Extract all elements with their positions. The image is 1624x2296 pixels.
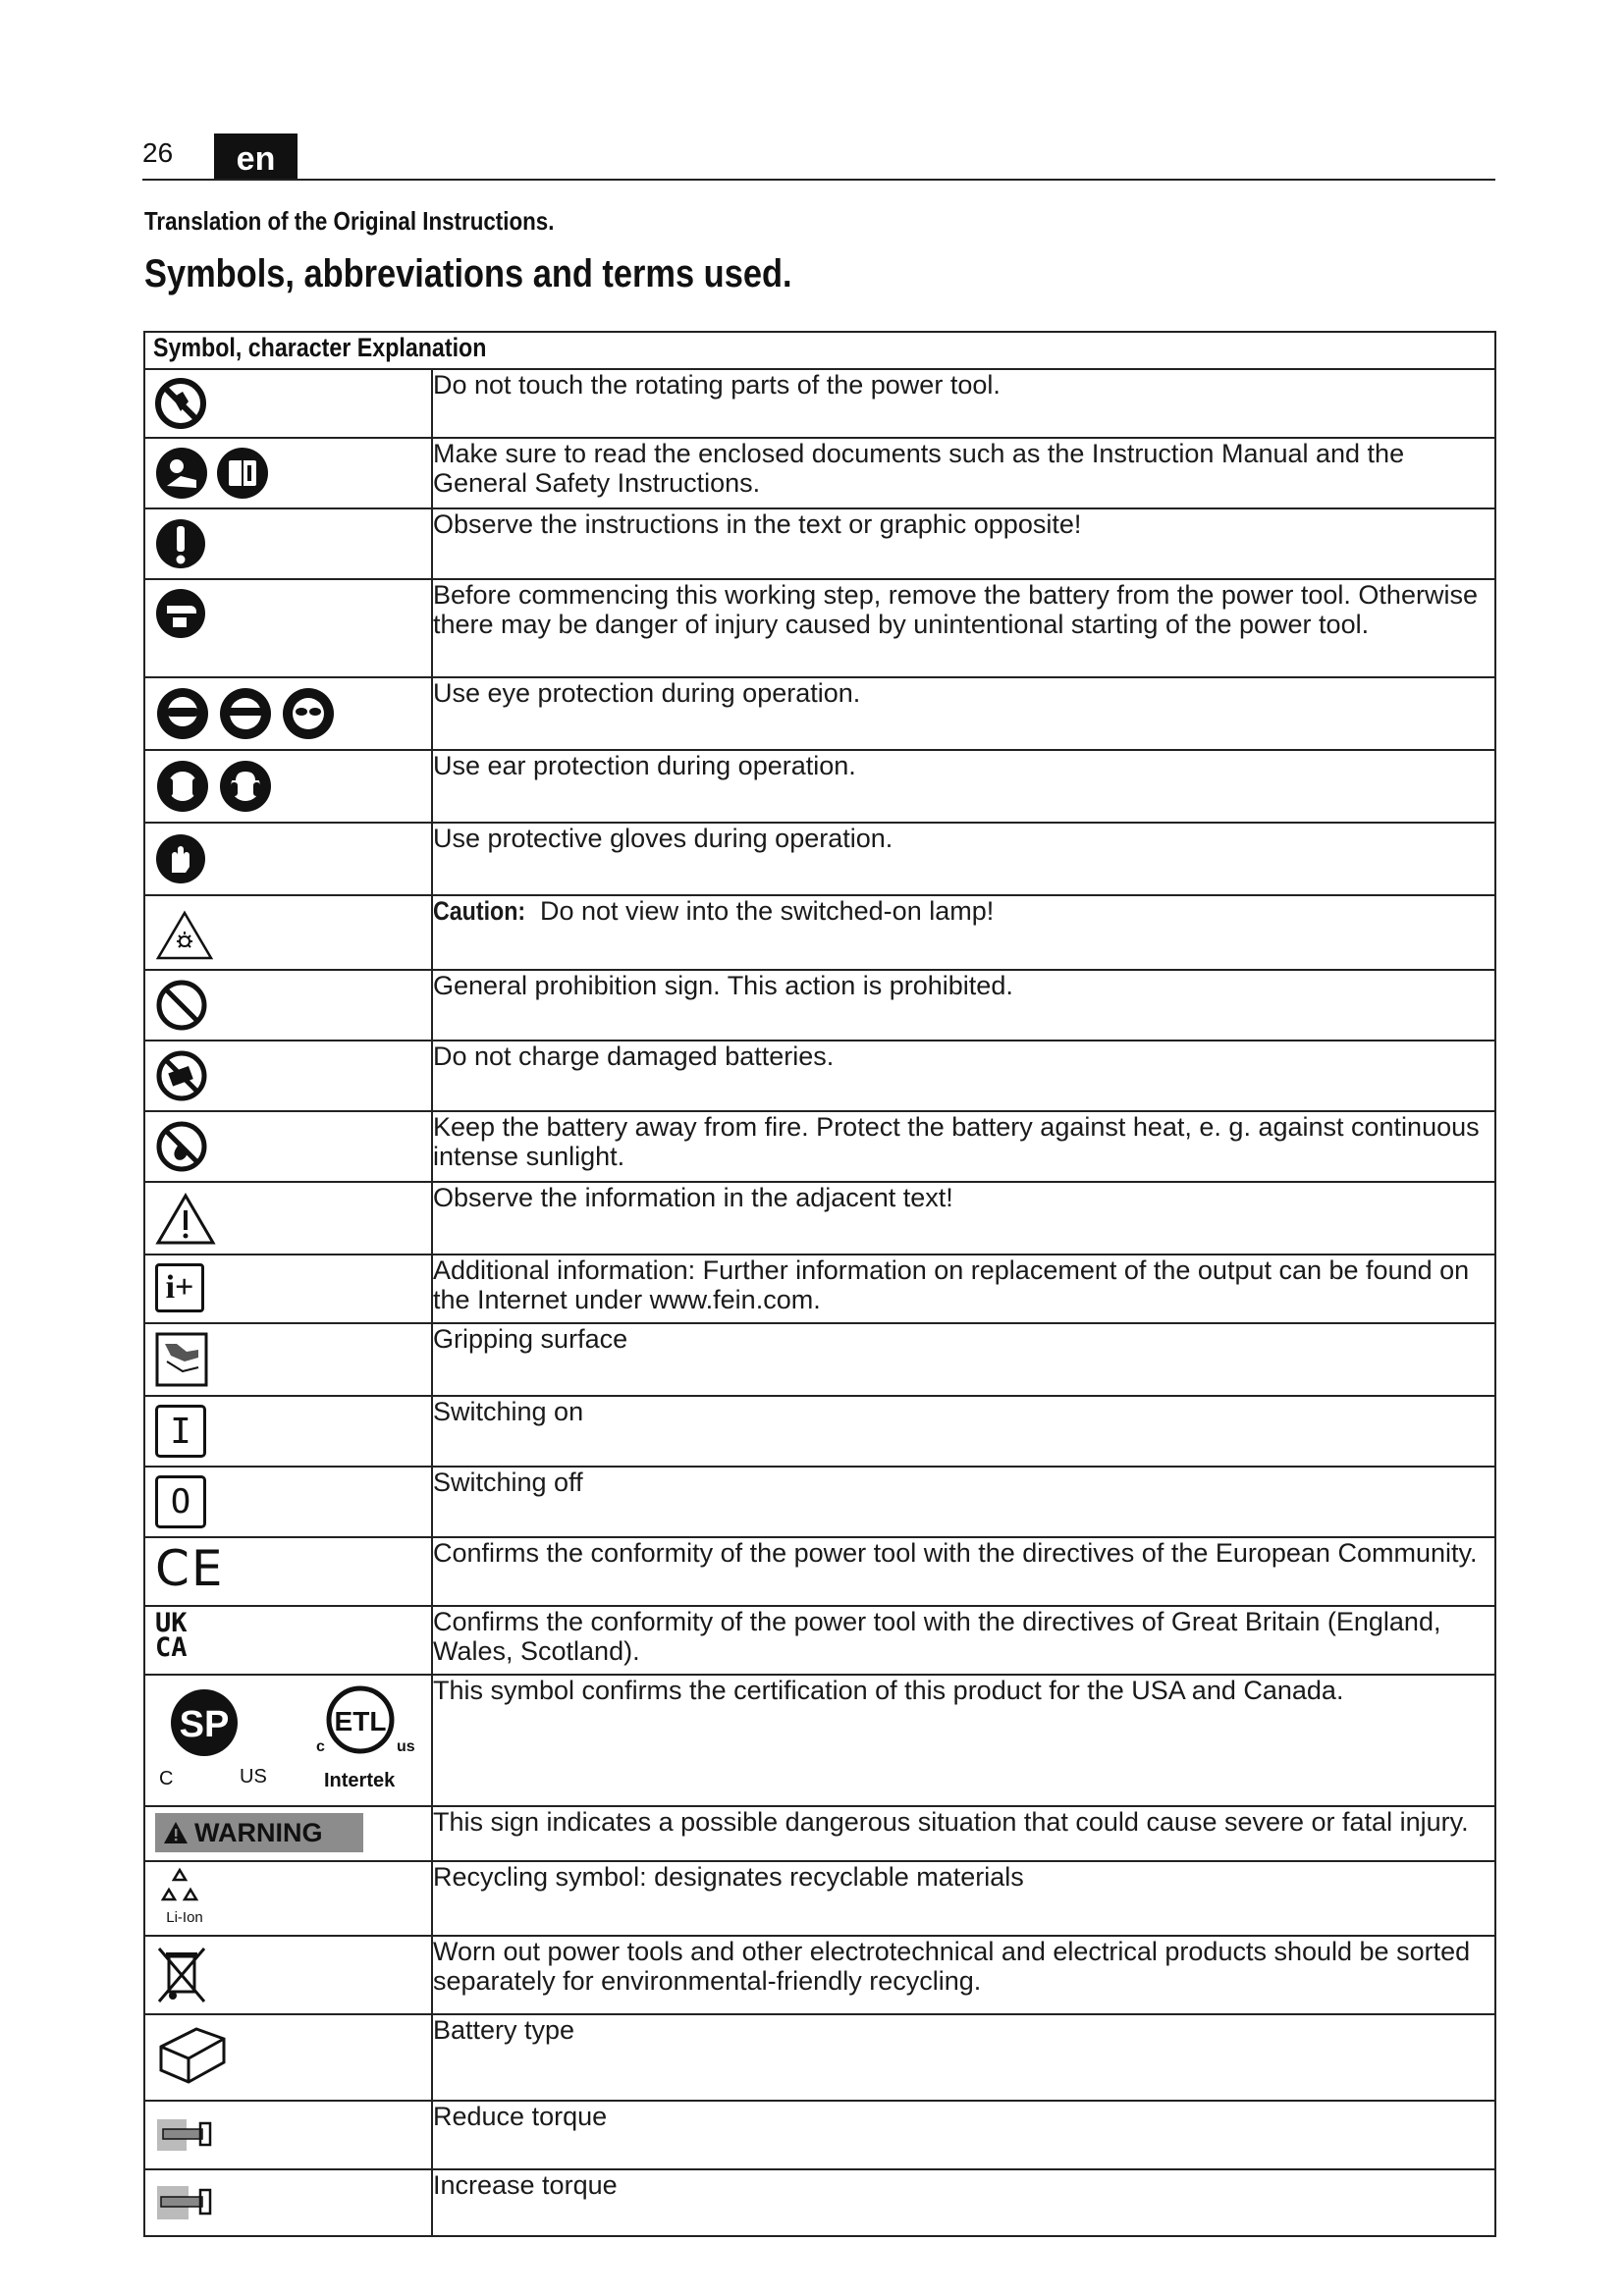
- switch-on-icon: I: [155, 1405, 206, 1458]
- page-title: Symbols, abbreviations and terms used.: [144, 252, 792, 295]
- reduce-torque-icon: [155, 2115, 220, 2155]
- table-row: [144, 823, 1495, 895]
- gripping-surface-icon: [155, 1332, 208, 1387]
- csa-mark-icon: SP C US: [159, 1687, 257, 1793]
- table-row: [144, 1323, 1495, 1396]
- table-row: [144, 1255, 1495, 1323]
- ukca-mark-icon: UK CA: [155, 1608, 188, 1663]
- li-ion-recycling-icon: Li-Ion: [155, 1866, 214, 1926]
- table-row: [144, 750, 1495, 823]
- table-row: [144, 2014, 1495, 2101]
- table-row: [144, 970, 1495, 1041]
- table-row: [144, 508, 1495, 579]
- explanation-text: Recycling symbol: designates recyclable materials: [432, 1861, 1495, 1936]
- svg-text:SP: SP: [179, 1704, 230, 1745]
- table-row: [144, 1675, 1495, 1806]
- table-row: [144, 2101, 1495, 2169]
- exclamation-mandatory-icon: [155, 517, 206, 570]
- increase-torque-icon: [155, 2182, 220, 2223]
- remove-battery-icon: [155, 588, 206, 639]
- header-rule: [142, 179, 1495, 181]
- caution-label: Caution:: [433, 896, 526, 926]
- lamp-warning-icon: [155, 910, 214, 961]
- etl-listed-mark-icon: ETL c us Intertek: [306, 1685, 414, 1801]
- table-row: [144, 1936, 1495, 2014]
- column-header-symbol: Symbol, character: [153, 333, 352, 362]
- symbols-table: [143, 331, 1496, 2237]
- explanation-text: Do not touch the rotating parts of the power tool.: [432, 369, 1495, 438]
- table-row: [144, 1537, 1495, 1606]
- battery-away-from-fire-icon: [155, 1120, 208, 1173]
- explanation-text: Use eye protection during operation.: [432, 677, 1495, 750]
- explanation-text: Worn out power tools and other electrotechnical and electrical products should be sorted separately for environmental-friendly recycling.: [432, 1936, 1495, 2014]
- switch-off-icon: O: [155, 1475, 206, 1528]
- crossed-out-bin-icon: [155, 1945, 210, 2005]
- table-row: [144, 438, 1495, 508]
- language-badge: en: [214, 133, 298, 179]
- table-row: [144, 2169, 1495, 2236]
- table-row: [144, 895, 1495, 970]
- explanation-text: Before commencing this working step, remove the battery from the power tool. Otherwise there may be danger of injury caused by unintentional starting of the power tool.: [432, 579, 1495, 677]
- protective-gloves-icon: [155, 831, 206, 886]
- explanation-text: Make sure to read the enclosed documents such as the Instruction Manual and the General Safety Instructions.: [432, 438, 1495, 508]
- table-row: [144, 1806, 1495, 1861]
- ear-muffs-icon: [155, 759, 210, 814]
- explanation-text: Reduce torque: [432, 2101, 1495, 2169]
- explanation-text: Observe the information in the adjacent text!: [432, 1182, 1495, 1255]
- explanation-text: This symbol confirms the certification of this product for the USA and Canada.: [432, 1675, 1495, 1806]
- do-not-touch-rotating-parts-icon: [155, 378, 206, 429]
- explanation-text: Gripping surface: [432, 1323, 1495, 1396]
- table-row: [144, 369, 1495, 438]
- table-row: [144, 1182, 1495, 1255]
- ear-protection-icon: [218, 759, 273, 814]
- explanation-text: Switching off: [432, 1467, 1495, 1537]
- page-number: 26: [142, 137, 174, 168]
- explanation-text: Switching on: [432, 1396, 1495, 1467]
- no-charge-damaged-battery-icon: [155, 1049, 208, 1102]
- explanation-text: Confirms the conformity of the power tool with the directives of the European Community.: [432, 1537, 1495, 1606]
- explanation-text: Increase torque: [432, 2169, 1495, 2236]
- table-row: [144, 1111, 1495, 1182]
- read-documents-icon: [155, 447, 208, 500]
- explanation-text: Do not charge damaged batteries.: [432, 1041, 1495, 1111]
- safety-goggles-icon: [155, 686, 210, 741]
- explanation-text: Additional information: Further information on replacement of the output can be found on the Internet under www.fein.com.: [432, 1255, 1495, 1323]
- explanation-text: General prohibition sign. This action is prohibited.: [432, 970, 1495, 1041]
- table-header-row: [144, 332, 1495, 369]
- explanation-text: Use protective gloves during operation.: [432, 823, 1495, 895]
- table-row: [144, 677, 1495, 750]
- table-row: [144, 1396, 1495, 1467]
- document-subtitle: Translation of the Original Instructions.: [144, 206, 555, 236]
- table-row: [144, 1467, 1495, 1537]
- explanation-text: Keep the battery away from fire. Protect the battery against heat, e. g. against continuous intense sunlight.: [432, 1111, 1495, 1182]
- svg-text:ETL: ETL: [334, 1706, 387, 1736]
- battery-type-icon: [155, 2023, 230, 2092]
- warning-label-icon: WARNING: [155, 1813, 363, 1852]
- explanation-text: Observe the instructions in the text or graphic opposite!: [432, 508, 1495, 579]
- table-row: [144, 1606, 1495, 1675]
- table-row: [144, 1041, 1495, 1111]
- explanation-text: This sign indicates a possible dangerous situation that could cause severe or fatal injury.: [432, 1806, 1495, 1861]
- additional-info-icon: i+: [155, 1263, 204, 1312]
- explanation-text: Confirms the conformity of the power tool with the directives of Great Britain (England, Wales, Scotland).: [432, 1606, 1495, 1675]
- instruction-manual-icon: [216, 447, 269, 500]
- table-row: [144, 1861, 1495, 1936]
- table-row: [144, 579, 1495, 677]
- prohibition-icon: [155, 979, 208, 1032]
- warning-triangle-icon: [155, 1193, 216, 1246]
- explanation-text: Battery type: [432, 2014, 1495, 2101]
- explanation-text: Do not view into the switched-on lamp!: [540, 896, 995, 926]
- explanation-text: Use ear protection during operation.: [432, 750, 1495, 823]
- eye-protection-icon: [281, 686, 336, 741]
- ce-mark-icon: CE: [155, 1540, 225, 1597]
- column-header-explanation: Explanation: [356, 333, 487, 362]
- face-shield-icon: [218, 686, 273, 741]
